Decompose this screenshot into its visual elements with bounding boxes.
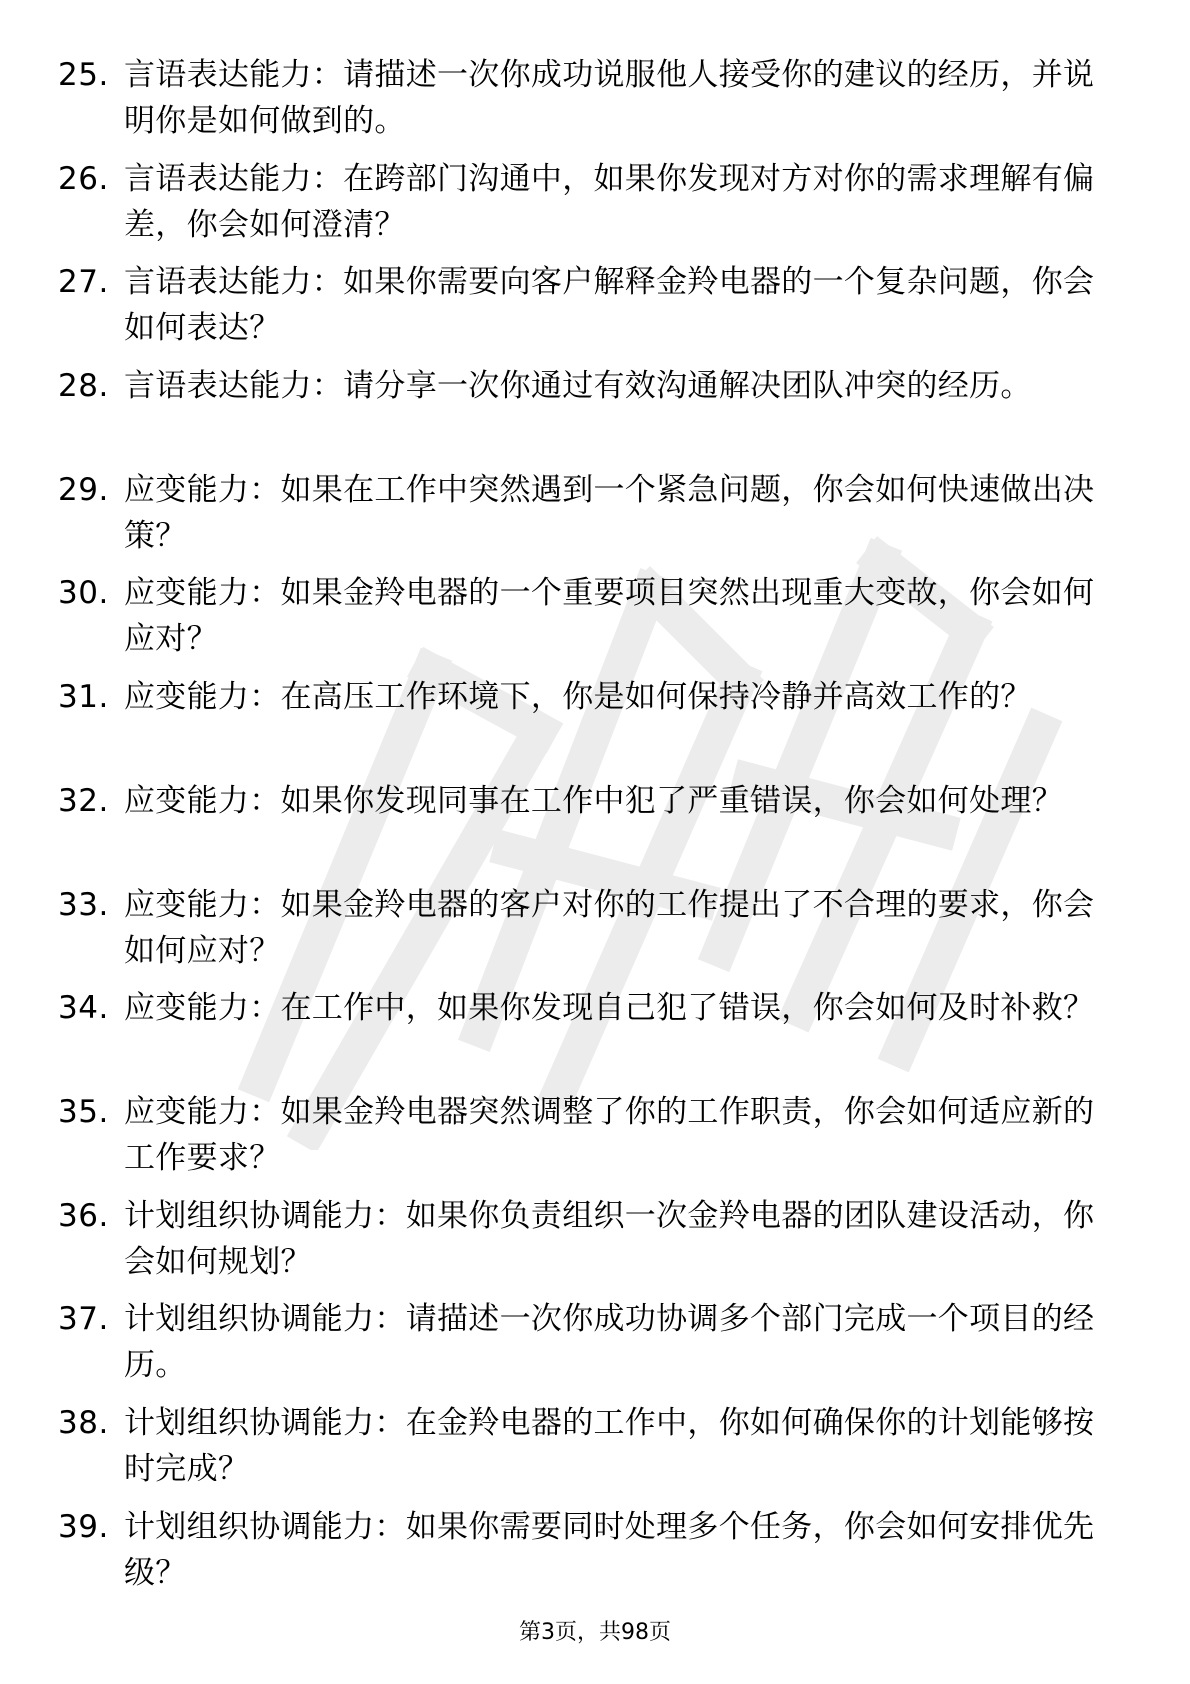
- question-number: 35.: [58, 1093, 109, 1130]
- list-item: [58, 363, 1138, 467]
- list-item: [58, 778, 1138, 882]
- question-list: [58, 52, 1138, 1607]
- list-item: [58, 985, 1138, 1089]
- question-text: 计划组织协调能力：如果你需要同时处理多个任务，你会如何安排优先级？: [124, 1508, 1095, 1591]
- question-text: 言语表达能力：请描述一次你成功说服他人接受你的建议的经历，并说明你是如何做到的。: [124, 57, 1095, 139]
- question-number: 34.: [58, 990, 109, 1027]
- question-number: 27.: [58, 264, 109, 301]
- list-item: [58, 156, 1138, 260]
- list-item: [58, 467, 1138, 571]
- question-text: 应变能力：如果金羚电器的一个重要项目突然出现重大变故，你会如何应对？: [124, 575, 1095, 658]
- question-number: 33.: [58, 886, 109, 923]
- list-item: [58, 1193, 1138, 1297]
- question-text: 应变能力：在工作中，如果你发现自己犯了错误，你会如何及时补救？: [124, 990, 1095, 1027]
- question-text: 言语表达能力：在跨部门沟通中，如果你发现对方对你的需求理解有偏差，你会如何澄清？: [124, 160, 1095, 243]
- question-text: 言语表达能力：如果你需要向客户解释金羚电器的一个复杂问题，你会如何表达？: [124, 264, 1095, 347]
- question-number: 26.: [58, 160, 109, 197]
- list-item: [58, 570, 1138, 674]
- question-number: 38.: [58, 1404, 109, 1441]
- question-number: 31.: [58, 679, 109, 716]
- question-number: 36.: [58, 1197, 109, 1234]
- question-text: 应变能力：如果你发现同事在工作中犯了严重错误，你会如何处理？: [124, 782, 1063, 819]
- question-number: 32.: [58, 782, 109, 819]
- question-text: 应变能力：如果金羚电器的客户对你的工作提出了不合理的要求，你会如何应对？: [124, 886, 1095, 969]
- question-number: 30.: [58, 575, 109, 612]
- question-text: 应变能力：如果在工作中突然遇到一个紧急问题，你会如何快速做出决策？: [124, 471, 1095, 554]
- question-number: 25.: [58, 57, 109, 93]
- question-text: 应变能力：在高压工作环境下，你是如何保持冷静并高效工作的？: [124, 679, 1032, 716]
- page-number-label: 第3页，共98页: [519, 1620, 671, 1645]
- question-text: 计划组织协调能力：在金羚电器的工作中，你如何确保你的计划能够按时完成？: [124, 1404, 1095, 1487]
- question-number: 37.: [58, 1301, 109, 1338]
- list-item: [58, 882, 1138, 986]
- list-item: [58, 674, 1138, 778]
- list-item: [58, 1400, 1138, 1504]
- question-text: 计划组织协调能力：如果你负责组织一次金羚电器的团队建设活动，你会如何规划？: [124, 1197, 1095, 1280]
- question-text: 应变能力：如果金羚电器突然调整了你的工作职责，你会如何适应新的工作要求？: [124, 1093, 1095, 1176]
- list-item: [58, 52, 1138, 156]
- list-item: [58, 1504, 1138, 1608]
- question-text: 言语表达能力：请分享一次你通过有效沟通解决团队冲突的经历。: [124, 368, 1032, 405]
- question-number: 28.: [58, 368, 109, 405]
- list-item: [58, 1296, 1138, 1400]
- list-item: [58, 1089, 1138, 1193]
- question-text: 计划组织协调能力：请描述一次你成功协调多个部门完成一个项目的经历。: [124, 1301, 1095, 1384]
- question-number: 39.: [58, 1508, 109, 1545]
- page-footer: [0, 1618, 1190, 1648]
- list-item: [58, 259, 1138, 363]
- question-number: 29.: [58, 471, 109, 508]
